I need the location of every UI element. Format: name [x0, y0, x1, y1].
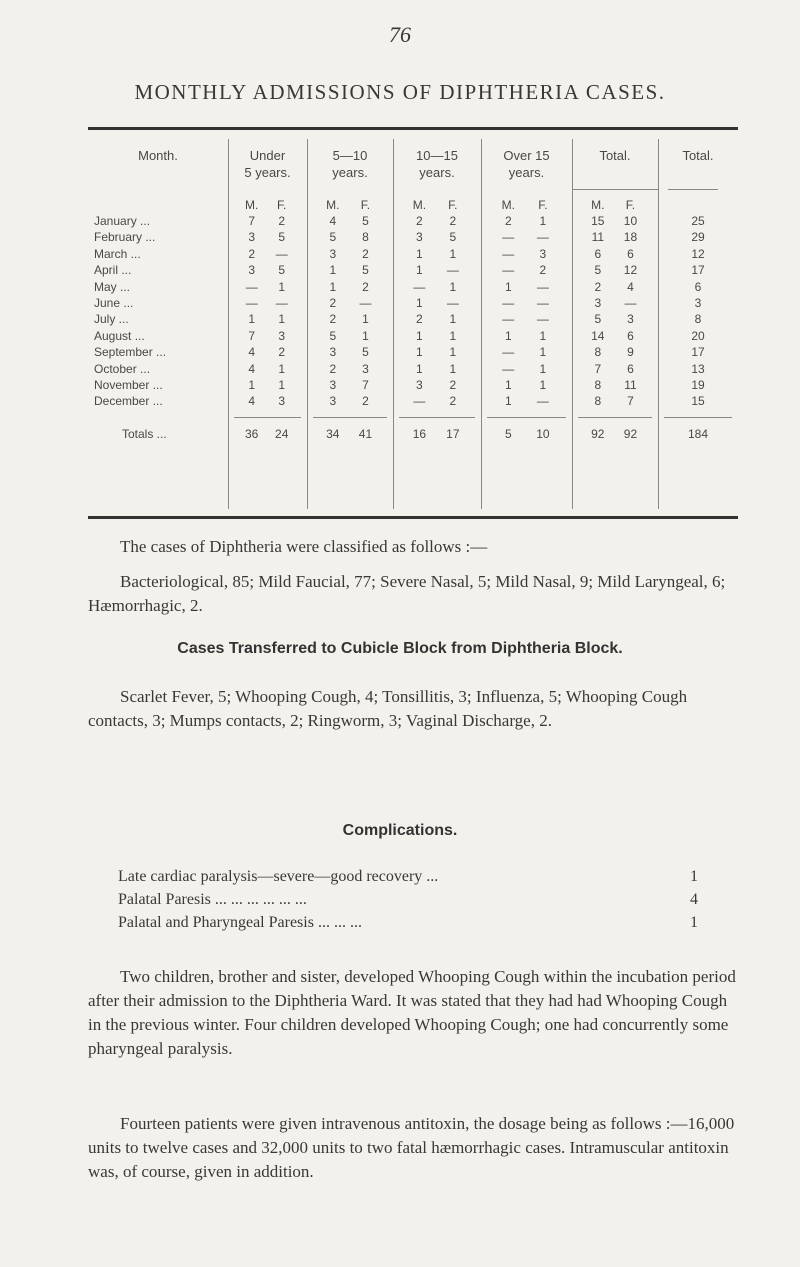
- cell-male: 11: [591, 230, 605, 245]
- cell-female: 1: [539, 345, 547, 360]
- cell-male: 2: [416, 214, 423, 228]
- cell-male: —: [502, 263, 515, 278]
- cell-female: 3: [539, 246, 547, 261]
- complication-row: [118, 891, 698, 913]
- cell-male: 1: [504, 378, 512, 392]
- cell-female: 5: [362, 345, 369, 360]
- cell-male: 4: [248, 394, 256, 409]
- table-top-rule: [88, 127, 738, 130]
- cell-total: 17: [691, 345, 705, 360]
- cell-female: 1: [278, 312, 286, 327]
- cell-male: 1: [504, 279, 512, 294]
- cell-female: —: [536, 279, 549, 294]
- cell-total: 12: [691, 246, 705, 261]
- table-row: [88, 312, 738, 328]
- cell-female: 1: [449, 328, 457, 343]
- cell-male: —: [245, 279, 258, 294]
- header-age-group: Over 15 years.: [503, 148, 550, 180]
- cell-female: 1: [539, 214, 547, 228]
- totals-rule: [578, 417, 652, 418]
- transfer-text: Scarlet Fever, 5; Whooping Cough, 4; Tonsillitis, 3; Influenza, 5; Whooping Cough contacts, 3; Mumps contacts, 2; Ringworm, 3; Vaginal Discharge, 2.: [88, 687, 688, 730]
- month-label: June ...: [94, 296, 134, 310]
- table-row: [88, 214, 738, 230]
- cell-female: 1: [539, 328, 547, 343]
- cell-male: 8: [594, 345, 602, 360]
- cell-female: 5: [362, 263, 369, 278]
- transfer-heading: Cases Transferred to Cubicle Block from Diphtheria Block.: [177, 640, 623, 657]
- header-female: F.: [277, 198, 287, 212]
- header-female: F.: [360, 198, 371, 212]
- header-total: Total.: [682, 148, 714, 163]
- cell-male: 2: [594, 279, 602, 294]
- cell-male: —: [502, 361, 515, 376]
- cell-male: 5: [329, 328, 337, 343]
- cell-female: 4: [627, 279, 634, 294]
- cell-male: 3: [329, 394, 337, 409]
- cell-total: 15: [691, 394, 705, 409]
- cell-male: 3: [248, 230, 256, 245]
- cell-male: 1: [329, 279, 337, 294]
- header-age-group: Total.: [599, 148, 631, 163]
- cell-female: 2: [362, 279, 369, 294]
- cell-male: 4: [248, 345, 256, 360]
- cell-male: 5: [594, 312, 602, 327]
- cell-male: 3: [248, 263, 256, 278]
- table-row: [88, 362, 738, 378]
- cell-female: —: [536, 394, 549, 409]
- cell-female: 7: [627, 394, 634, 409]
- cell-female: —: [536, 312, 549, 327]
- cell-male: 1: [248, 378, 256, 392]
- cell-female: 5: [278, 263, 286, 278]
- cell-male: 1: [416, 296, 423, 310]
- cell-male: —: [502, 312, 515, 327]
- complication-value: 4: [690, 891, 698, 908]
- cell-male: 1: [416, 328, 423, 343]
- month-label: February ...: [94, 230, 156, 245]
- cell-male: 2: [329, 312, 337, 327]
- cell-male: 2: [504, 214, 512, 228]
- table-row: [88, 263, 738, 279]
- cell-male: 3: [594, 296, 602, 310]
- month-label: April ...: [94, 263, 132, 278]
- cell-female: 1: [539, 361, 547, 376]
- cell-male: 2: [248, 246, 256, 261]
- cell-female: 2: [539, 263, 547, 278]
- cell-male: 1: [248, 312, 256, 327]
- totals-rule: [234, 417, 301, 418]
- complication-label: Late cardiac paralysis—severe—good recovery ...: [118, 868, 439, 885]
- cell-male: 2: [416, 312, 423, 327]
- cell-male: 8: [594, 394, 602, 409]
- cell-male: 1: [416, 263, 423, 278]
- cell-female: —: [536, 296, 549, 310]
- header-female: F.: [538, 198, 548, 212]
- cell-female: 3: [362, 361, 369, 376]
- cell-male: 1: [329, 263, 337, 278]
- table-row: [88, 230, 738, 246]
- totals-label: Totals ...: [122, 427, 167, 441]
- cell-male: 1: [416, 345, 423, 360]
- month-label: August ...: [94, 328, 145, 343]
- table-row: [88, 296, 738, 312]
- cell-male: 1: [504, 394, 512, 409]
- cell-female: 6: [627, 328, 634, 343]
- cell-female: —: [446, 263, 459, 278]
- cell-female: —: [275, 246, 288, 261]
- cell-female: 2: [362, 394, 369, 409]
- header-age-group: 10—15 years.: [416, 148, 458, 180]
- cell-male: 5: [594, 263, 602, 278]
- whooping-cough-paragraph: Two children, brother and sister, developed Whooping Cough within the incubation period after their admission to the Diphtheria Ward. It was stated that they had had Whooping Cough in the previous winter. Four children developed Whooping Cough; one had concurrently some pharyngeal paralysis.: [88, 967, 736, 1058]
- cell-female: 2: [278, 345, 286, 360]
- complication-row: [118, 868, 698, 890]
- cell-female: 10: [623, 214, 638, 228]
- cell-male: 1: [504, 328, 512, 343]
- cell-female: 10: [536, 427, 550, 441]
- cell-female: 12: [623, 263, 638, 278]
- cell-female: 8: [362, 230, 369, 245]
- cell-female: 1: [449, 279, 457, 294]
- cell-total: 13: [691, 361, 705, 376]
- cell-female: 2: [362, 246, 369, 261]
- month-label: May ...: [94, 279, 131, 294]
- cell-female: —: [446, 296, 459, 310]
- cell-male: 2: [329, 296, 337, 310]
- header-month: Month.: [138, 148, 178, 163]
- header-male: M.: [412, 198, 427, 212]
- month-label: January ...: [94, 214, 151, 228]
- cell-female: 3: [278, 328, 286, 343]
- cell-male: 7: [248, 328, 256, 343]
- cell-female: —: [536, 230, 549, 245]
- totals-row: [88, 427, 738, 443]
- totals-rule: [313, 417, 387, 418]
- cell-female: 2: [449, 378, 457, 392]
- cell-female: 1: [539, 378, 547, 392]
- cell-total: 19: [691, 378, 705, 392]
- cell-male: 14: [591, 328, 605, 343]
- cell-total: 3: [694, 296, 702, 310]
- month-label: October ...: [94, 361, 151, 376]
- cell-male: 3: [329, 345, 337, 360]
- admissions-table: [88, 127, 738, 519]
- cell-male: 6: [594, 246, 602, 261]
- cell-female: 3: [278, 394, 286, 409]
- header-male: M.: [245, 198, 259, 212]
- cell-female: —: [275, 296, 288, 310]
- complication-row: [118, 914, 698, 936]
- cell-total: 25: [691, 214, 705, 228]
- cell-male: 3: [329, 378, 337, 392]
- cell-male: 15: [591, 214, 605, 228]
- complication-value: 1: [690, 868, 698, 885]
- cell-female: 1: [449, 361, 457, 376]
- month-label: March ...: [94, 246, 141, 261]
- cell-female: 6: [627, 246, 634, 261]
- table-row: [88, 345, 738, 361]
- cell-total: 17: [691, 263, 705, 278]
- cell-female: 2: [449, 214, 457, 228]
- classification-detail: Bacteriological, 85; Mild Faucial, 77; Severe Nasal, 5; Mild Nasal, 9; Mild Laryngeal, 6; Hæmorrhagic, 2.: [88, 572, 726, 615]
- cell-female: 92: [623, 427, 638, 441]
- cell-female: 7: [362, 378, 369, 392]
- cell-male: 5: [504, 427, 512, 441]
- cell-male: 3: [416, 230, 423, 245]
- cell-male: 36: [245, 427, 259, 441]
- cell-male: —: [502, 230, 515, 245]
- cell-female: 17: [446, 427, 460, 441]
- table-row: [88, 247, 738, 263]
- header-male: M.: [326, 198, 340, 212]
- cell-male: 1: [416, 361, 423, 376]
- table-row: [88, 394, 738, 410]
- totals-rule: [487, 417, 566, 418]
- header-female: F.: [625, 198, 636, 212]
- page-number: 76: [389, 22, 411, 47]
- header-female: F.: [448, 198, 458, 212]
- totals-rule: [664, 417, 732, 418]
- cell-total: 184: [687, 427, 709, 441]
- month-label: July ...: [94, 312, 129, 327]
- cell-male: 4: [248, 361, 256, 376]
- cell-female: 5: [278, 230, 286, 245]
- cell-male: 4: [329, 214, 337, 228]
- cell-total: 8: [694, 312, 702, 327]
- header-age-group: 5—10 years.: [332, 148, 368, 180]
- cell-male: 3: [416, 378, 423, 392]
- cell-female: 9: [627, 345, 634, 360]
- cell-male: —: [413, 394, 426, 409]
- cell-female: 1: [362, 312, 369, 327]
- header-underline: [572, 189, 658, 190]
- cell-male: —: [502, 345, 515, 360]
- cell-male: 2: [329, 361, 337, 376]
- cell-male: —: [413, 279, 426, 294]
- cell-male: 3: [329, 246, 337, 261]
- table-row: [88, 280, 738, 296]
- cell-female: 41: [358, 427, 373, 441]
- month-label: December ...: [94, 394, 163, 409]
- cell-female: 18: [623, 230, 638, 245]
- cell-female: 1: [278, 279, 286, 294]
- cell-female: 1: [362, 328, 369, 343]
- cell-female: 6: [627, 361, 634, 376]
- complication-label: Palatal and Pharyngeal Paresis ... ... ...: [118, 914, 362, 931]
- cell-male: —: [502, 296, 515, 310]
- table-row: [88, 378, 738, 394]
- cell-female: 2: [449, 394, 457, 409]
- cell-male: 7: [248, 214, 256, 228]
- month-label: November ...: [94, 378, 163, 392]
- cell-male: —: [245, 296, 258, 310]
- header-male: M.: [501, 198, 515, 212]
- month-label: September ...: [94, 345, 167, 360]
- cell-female: —: [359, 296, 372, 310]
- cell-female: 1: [278, 378, 286, 392]
- totals-rule: [399, 417, 475, 418]
- cell-female: 1: [449, 246, 457, 261]
- cell-male: 92: [591, 427, 605, 441]
- antitoxin-paragraph: Fourteen patients were given intravenous antitoxin, the dosage being as follows :—16,000 units to twelve cases and 32,000 units to two fatal hæmorrhagic cases. Intramuscular antitoxin was, of course, given in addition.: [88, 1114, 735, 1181]
- cell-male: 5: [329, 230, 337, 245]
- cell-female: 24: [275, 427, 289, 441]
- cell-male: 34: [326, 427, 340, 441]
- table-bottom-rule: [88, 516, 738, 519]
- cell-female: 1: [449, 345, 457, 360]
- header-underline: [668, 189, 718, 190]
- cell-male: 1: [416, 246, 423, 261]
- cell-female: —: [624, 296, 637, 310]
- cell-male: —: [502, 246, 515, 261]
- cell-female: 5: [362, 214, 369, 228]
- cell-total: 29: [691, 230, 705, 245]
- cell-female: 11: [624, 378, 637, 392]
- table-row: [88, 329, 738, 345]
- complication-value: 1: [690, 914, 698, 931]
- header-age-group: Under 5 years.: [244, 148, 291, 180]
- page-title: MONTHLY ADMISSIONS OF DIPHTHERIA CASES.: [134, 80, 666, 104]
- cell-female: 2: [278, 214, 286, 228]
- cell-total: 6: [694, 279, 702, 294]
- cell-total: 20: [691, 328, 705, 343]
- cell-female: 1: [278, 361, 286, 376]
- classification-intro: The cases of Diphtheria were classified as follows :—: [120, 537, 488, 556]
- cell-female: 5: [449, 230, 457, 245]
- cell-female: 3: [627, 312, 634, 327]
- complications-heading: Complications.: [342, 822, 458, 839]
- header-male: M.: [591, 198, 605, 212]
- cell-female: 1: [449, 312, 457, 327]
- cell-male: 7: [594, 361, 602, 376]
- complication-label: Palatal Paresis ... ... ... ... ... ...: [118, 891, 307, 908]
- cell-male: 8: [594, 378, 602, 392]
- cell-male: 16: [412, 427, 427, 441]
